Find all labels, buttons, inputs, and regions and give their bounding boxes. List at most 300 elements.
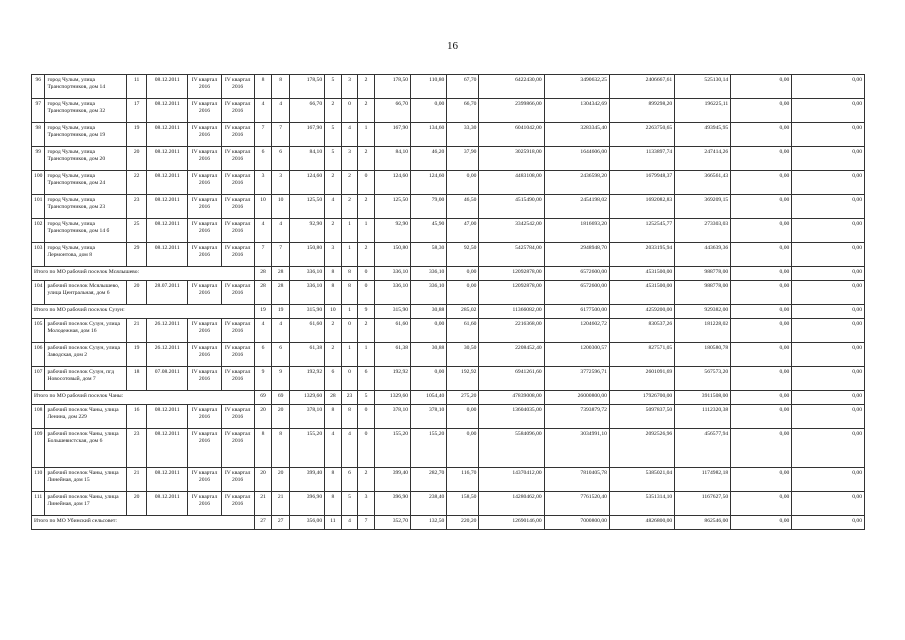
table-cell: IV квартал 2016 — [221, 123, 254, 147]
table-cell: 180580,78 — [675, 343, 731, 367]
table-cell: 125,50 — [289, 195, 324, 219]
table-cell: IV квартал 2016 — [188, 319, 221, 343]
table-cell: 0,00 — [731, 319, 792, 343]
table-cell: 5425784,00 — [479, 243, 544, 267]
table-cell: 4 — [254, 99, 272, 123]
table-cell: 4515490,00 — [479, 195, 544, 219]
table-cell: 8 — [341, 281, 358, 305]
row-number-cell: 100 — [32, 171, 45, 195]
address-cell: рабочий поселок Сузун, улица Заводская, дом 2 — [45, 343, 127, 367]
table-cell: 4 — [325, 195, 342, 219]
table-cell: 10 — [272, 195, 290, 219]
table-cell: 3 — [272, 171, 290, 195]
table-cell: 3 — [254, 171, 272, 195]
subtotal-cell: 11 — [325, 516, 342, 530]
table-row — [32, 468, 865, 492]
table-cell: 0,00 — [447, 429, 479, 468]
subtotal-cell: 352,70 — [374, 516, 410, 530]
row-number-cell: 103 — [32, 243, 45, 267]
table-cell: 5351314,10 — [609, 492, 674, 516]
address-cell: рабочий поселок Чаны, улица Ленина, дом 229 — [45, 405, 127, 429]
table-cell: 2601091,69 — [609, 367, 674, 391]
table-cell: 20 — [254, 468, 272, 492]
table-cell: 4 — [341, 429, 358, 468]
table-cell: 25 — [127, 219, 147, 243]
table-cell: 46,20 — [411, 147, 447, 171]
table-cell: 17 — [127, 99, 147, 123]
table-cell: 988778,00 — [675, 281, 731, 305]
table-cell: 1679948,37 — [609, 171, 674, 195]
table-cell: 2 — [358, 147, 375, 171]
table-cell: 0,00 — [792, 281, 865, 305]
subtotal-cell: 26000800,00 — [544, 391, 609, 405]
table-cell: 28 — [272, 281, 290, 305]
address-cell: рабочий поселок Чаны, улица Линейная, дом 15 — [45, 468, 127, 492]
table-cell: 61,60 — [289, 319, 324, 343]
table-cell: 8 — [254, 429, 272, 468]
table-cell: 1304342,69 — [544, 99, 609, 123]
subtotal-cell: 28 — [254, 267, 272, 281]
table-cell: 0,00 — [792, 492, 865, 516]
table-cell: 6422430,00 — [479, 75, 544, 99]
row-number-cell: 96 — [32, 75, 45, 99]
table-cell: 1 — [341, 219, 358, 243]
table-cell: 0,00 — [731, 367, 792, 391]
table-cell: 0,00 — [731, 171, 792, 195]
table-cell: 158,50 — [447, 492, 479, 516]
table-cell: IV квартал 2016 — [188, 219, 221, 243]
table-cell: 30,50 — [447, 343, 479, 367]
table-cell: 6941261,60 — [479, 367, 544, 391]
table-cell: 4 — [254, 219, 272, 243]
table-cell: 33,30 — [447, 123, 479, 147]
table-cell: 4 — [272, 319, 290, 343]
subtotal-cell: 0,00 — [731, 391, 792, 405]
table-cell: 8 — [341, 405, 358, 429]
subtotal-cell: 4 — [341, 516, 358, 530]
subtotal-cell: 5 — [358, 391, 375, 405]
table-cell: IV квартал 2016 — [188, 429, 221, 468]
table-cell: 4 — [272, 219, 290, 243]
table-cell: 0 — [341, 99, 358, 123]
table-cell: 0,00 — [792, 219, 865, 243]
subtotal-cell: 132,50 — [411, 516, 447, 530]
table-cell: IV квартал 2016 — [188, 75, 221, 99]
table-cell: 2 — [325, 99, 342, 123]
address-cell: город Чулым, улица Транспортников, дом 23 — [45, 195, 127, 219]
table-cell: IV квартал 2016 — [221, 195, 254, 219]
subtotal-label: Итого по МО рабочий поселок Сузун: — [32, 305, 255, 319]
subtotal-cell: 0,00 — [792, 516, 865, 530]
table-cell: 20 — [272, 468, 290, 492]
table-cell: 7 — [272, 243, 290, 267]
table-row — [32, 367, 865, 391]
table-cell: IV квартал 2016 — [221, 99, 254, 123]
table-cell: 08.12.2011 — [146, 405, 187, 429]
housing-program-table — [31, 74, 865, 530]
subtotal-cell: 27 — [272, 516, 290, 530]
table-cell: 1 — [358, 219, 375, 243]
table-cell: 378,10 — [411, 405, 447, 429]
table-cell: 0,00 — [792, 468, 865, 492]
subtotal-cell: 19 — [254, 305, 272, 319]
table-cell: 247414,26 — [675, 147, 731, 171]
table-cell: 20 — [127, 147, 147, 171]
table-cell: 525130,14 — [675, 75, 731, 99]
subtotal-cell: 0 — [358, 267, 375, 281]
table-cell: 47,00 — [447, 219, 479, 243]
table-cell: 08.12.2011 — [146, 429, 187, 468]
table-cell: 8 — [325, 492, 342, 516]
row-number-cell: 109 — [32, 429, 45, 468]
table-cell: 6041042,00 — [479, 123, 544, 147]
table-cell: IV квартал 2016 — [188, 343, 221, 367]
table-cell: 3025918,00 — [479, 147, 544, 171]
row-number-cell: 107 — [32, 367, 45, 391]
table-cell: 5 — [325, 75, 342, 99]
table-cell: 66,70 — [447, 99, 479, 123]
table-cell: 3 — [341, 75, 358, 99]
address-cell: город Чулым, улица Лермонтова, дом 8 — [45, 243, 127, 267]
table-row — [32, 75, 865, 99]
subtotal-cell: 19 — [272, 305, 290, 319]
table-cell: 66,70 — [374, 99, 410, 123]
table-cell: 2406667,61 — [609, 75, 674, 99]
table-cell: 396,90 — [289, 492, 324, 516]
table-cell: 14280462,00 — [479, 492, 544, 516]
table-row — [32, 219, 865, 243]
table-cell: 1133897,74 — [609, 147, 674, 171]
table-cell: 0,00 — [731, 123, 792, 147]
table-cell: 0,00 — [792, 405, 865, 429]
subtotal-cell: 336,10 — [289, 267, 324, 281]
table-cell: 19 — [127, 343, 147, 367]
address-cell: город Чулым, улица Транспортников, дом 24 — [45, 171, 127, 195]
table-cell: 21 — [127, 319, 147, 343]
table-cell: IV квартал 2016 — [188, 405, 221, 429]
address-cell: город Чулым, улица Транспортников, дом 32 — [45, 99, 127, 123]
subtotal-row — [32, 305, 865, 319]
subtotal-cell: 0,00 — [792, 267, 865, 281]
table-cell: 0,00 — [411, 367, 447, 391]
table-cell: 23 — [127, 195, 147, 219]
table-cell: 5 — [341, 492, 358, 516]
table-cell: 18 — [127, 367, 147, 391]
table-cell: 4 — [325, 429, 342, 468]
table-cell: 1167627,50 — [675, 492, 731, 516]
table-cell: IV квартал 2016 — [221, 429, 254, 468]
table-cell: 8 — [325, 281, 342, 305]
subtotal-cell: 69 — [254, 391, 272, 405]
subtotal-cell: 0,00 — [792, 391, 865, 405]
table-cell: 7393879,72 — [544, 405, 609, 429]
table-cell: 92,50 — [447, 243, 479, 267]
table-cell: IV квартал 2016 — [188, 492, 221, 516]
table-cell: 5 — [325, 123, 342, 147]
subtotal-cell: 988778,00 — [675, 267, 731, 281]
row-number-cell: 108 — [32, 405, 45, 429]
table-cell: 6572600,00 — [544, 281, 609, 305]
table-cell: 827571,05 — [609, 343, 674, 367]
address-cell: рабочий поселок Чаны, улица Линейная, дом 17 — [45, 492, 127, 516]
row-number-cell: 110 — [32, 468, 45, 492]
table-cell: 6 — [325, 367, 342, 391]
table-cell: 155,20 — [289, 429, 324, 468]
table-cell: 3490632,25 — [544, 75, 609, 99]
subtotal-cell: 7 — [358, 516, 375, 530]
table-cell: 1 — [358, 123, 375, 147]
table-cell: 0,00 — [731, 468, 792, 492]
table-cell: IV квартал 2016 — [221, 171, 254, 195]
table-cell: 336,10 — [289, 281, 324, 305]
table-cell: 7 — [254, 243, 272, 267]
table-cell: 167,90 — [374, 123, 410, 147]
table-cell: IV квартал 2016 — [221, 319, 254, 343]
subtotal-cell: 3911508,00 — [675, 391, 731, 405]
table-cell: 1204602,72 — [544, 319, 609, 343]
table-cell: 0,00 — [447, 405, 479, 429]
table-cell: 0,00 — [731, 195, 792, 219]
table-row — [32, 429, 865, 468]
subtotal-cell: 315,90 — [374, 305, 410, 319]
address-cell: город Чулым, улица Транспортников, дом 20 — [45, 147, 127, 171]
table-cell: 8 — [272, 75, 290, 99]
table-cell: 5584096,00 — [479, 429, 544, 468]
table-cell: 2 — [358, 243, 375, 267]
table-row — [32, 281, 865, 305]
table-cell: 150,80 — [289, 243, 324, 267]
table-cell: 5 — [325, 147, 342, 171]
table-cell: 366561,43 — [675, 171, 731, 195]
table-cell: 192,92 — [447, 367, 479, 391]
table-row — [32, 492, 865, 516]
table-cell: 196225,11 — [675, 99, 731, 123]
table-cell: IV квартал 2016 — [221, 492, 254, 516]
table-cell: IV квартал 2016 — [188, 147, 221, 171]
table-cell: 67,70 — [447, 75, 479, 99]
table-cell: 3 — [325, 243, 342, 267]
table-cell: 2 — [341, 195, 358, 219]
table-cell: 8 — [272, 429, 290, 468]
table-cell: 3034991,10 — [544, 429, 609, 468]
table-cell: 2 — [358, 468, 375, 492]
subtotal-cell: 4531500,00 — [609, 267, 674, 281]
table-cell: 21 — [254, 492, 272, 516]
table-row — [32, 195, 865, 219]
table-cell: 2216368,00 — [479, 319, 544, 343]
subtotal-cell: 17926700,00 — [609, 391, 674, 405]
table-cell: 178,50 — [289, 75, 324, 99]
table-cell: 0,00 — [447, 171, 479, 195]
subtotal-cell: 8 — [341, 267, 358, 281]
table-cell: 378,10 — [374, 405, 410, 429]
table-cell: 0,00 — [411, 319, 447, 343]
table-cell: 08.12.2011 — [146, 219, 187, 243]
table-cell: 0,00 — [731, 243, 792, 267]
table-cell: IV квартал 2016 — [221, 281, 254, 305]
table-cell: 0,00 — [792, 123, 865, 147]
table-cell: IV квартал 2016 — [188, 123, 221, 147]
table-cell: 5385021,04 — [609, 468, 674, 492]
table-row — [32, 99, 865, 123]
table-cell: 150,80 — [374, 243, 410, 267]
table-cell: 0,00 — [731, 405, 792, 429]
subtotal-cell: 1054,40 — [411, 391, 447, 405]
table-cell: 21 — [127, 468, 147, 492]
table-cell: 399,40 — [374, 468, 410, 492]
table-cell: 2208452,40 — [479, 343, 544, 367]
table-cell: 0,00 — [792, 171, 865, 195]
subtotal-cell: 0,00 — [731, 516, 792, 530]
table-cell: 0 — [341, 319, 358, 343]
table-cell: 181228,02 — [675, 319, 731, 343]
row-number-cell: 105 — [32, 319, 45, 343]
table-cell: IV квартал 2016 — [221, 147, 254, 171]
address-cell: город Чулым, улица Транспортников, дом 19 — [45, 123, 127, 147]
table-cell: 3772596,71 — [544, 367, 609, 391]
address-cell: рабочий поселок Мсялышево, улица Центральная, дом 6 — [45, 281, 127, 305]
table-cell: 20 — [272, 405, 290, 429]
table-cell: 110,80 — [411, 75, 447, 99]
table-cell: 3342542,00 — [479, 219, 544, 243]
table-cell: 58,30 — [411, 243, 447, 267]
table-cell: 6 — [254, 343, 272, 367]
table-cell: 443639,36 — [675, 243, 731, 267]
table-cell: 899298,20 — [609, 99, 674, 123]
subtotal-cell: 285,02 — [447, 305, 479, 319]
table-cell: IV квартал 2016 — [221, 367, 254, 391]
subtotal-cell: 6177500,00 — [544, 305, 609, 319]
table-cell: IV квартал 2016 — [188, 281, 221, 305]
table-cell: 13604035,00 — [479, 405, 544, 429]
table-cell: 2 — [341, 171, 358, 195]
table-cell: 0,00 — [731, 281, 792, 305]
table-row — [32, 343, 865, 367]
table-cell: 0,00 — [792, 147, 865, 171]
table-cell: 16 — [127, 405, 147, 429]
table-cell: 4531500,00 — [609, 281, 674, 305]
subtotal-label: Итого по МО рабочий поселок Чаны: — [32, 391, 255, 405]
row-number-cell: 102 — [32, 219, 45, 243]
table-cell: 567573,20 — [675, 367, 731, 391]
table-cell: 830537,26 — [609, 319, 674, 343]
table-cell: 0,00 — [792, 243, 865, 267]
table-cell: 12092878,00 — [479, 281, 544, 305]
table-cell: 238,40 — [411, 492, 447, 516]
table-cell: 0,00 — [731, 429, 792, 468]
table-cell: 7 — [272, 123, 290, 147]
subtotal-cell: 28 — [272, 267, 290, 281]
row-number-cell: 98 — [32, 123, 45, 147]
subtotal-cell: 47839008,00 — [479, 391, 544, 405]
table-cell: 493945,95 — [675, 123, 731, 147]
row-number-cell: 99 — [32, 147, 45, 171]
table-cell: 3 — [341, 147, 358, 171]
table-cell: IV квартал 2016 — [221, 405, 254, 429]
subtotal-cell: 23 — [341, 391, 358, 405]
table-cell: 2263750,65 — [609, 123, 674, 147]
table-cell: 6 — [341, 468, 358, 492]
table-cell: 5097837,50 — [609, 405, 674, 429]
subtotal-cell: 336,10 — [374, 267, 410, 281]
table-cell: 2399866,00 — [479, 99, 544, 123]
table-cell: 124,60 — [411, 171, 447, 195]
table-cell: 08.12.2011 — [146, 195, 187, 219]
table-cell: 79,00 — [411, 195, 447, 219]
subtotal-cell: 0,00 — [731, 305, 792, 319]
table-cell: 26.12.2011 — [146, 319, 187, 343]
table-cell: 61,38 — [289, 343, 324, 367]
table-cell: 1200300,57 — [544, 343, 609, 367]
table-cell: 0,00 — [731, 343, 792, 367]
table-cell: 08.12.2011 — [146, 171, 187, 195]
table-cell: 124,60 — [289, 171, 324, 195]
subtotal-cell: 336,10 — [411, 267, 447, 281]
table-cell: 0,00 — [447, 281, 479, 305]
subtotal-cell: 4826800,00 — [609, 516, 674, 530]
subtotal-cell: 1 — [341, 305, 358, 319]
address-cell: город Чулым, улица Транспортников, дом 14 — [45, 75, 127, 99]
table-cell: 456577,94 — [675, 429, 731, 468]
table-cell: 6 — [272, 343, 290, 367]
table-cell: 1252545,77 — [609, 219, 674, 243]
table-cell: 61,60 — [374, 319, 410, 343]
table-cell: 92,90 — [374, 219, 410, 243]
table-cell: 4483108,00 — [479, 171, 544, 195]
table-cell: 0,00 — [792, 75, 865, 99]
table-cell: 396,90 — [374, 492, 410, 516]
table-cell: 2 — [325, 343, 342, 367]
subtotal-cell: 69 — [272, 391, 290, 405]
table-cell: 45,90 — [411, 219, 447, 243]
subtotal-row — [32, 516, 865, 530]
table-cell: IV квартал 2016 — [221, 468, 254, 492]
subtotal-cell: 4259200,00 — [609, 305, 674, 319]
table-cell: 19 — [127, 123, 147, 147]
table-cell: 282,70 — [411, 468, 447, 492]
table-cell: 2 — [325, 171, 342, 195]
table-cell: 61,38 — [374, 343, 410, 367]
table-cell: 6 — [272, 147, 290, 171]
table-cell: 0 — [358, 171, 375, 195]
table-cell: 2 — [325, 219, 342, 243]
table-row — [32, 123, 865, 147]
table-cell: IV квартал 2016 — [188, 367, 221, 391]
subtotal-cell: 28 — [325, 391, 342, 405]
table-cell: 08.12.2011 — [146, 243, 187, 267]
row-number-cell: 97 — [32, 99, 45, 123]
subtotal-cell: 0,00 — [792, 305, 865, 319]
subtotal-row — [32, 267, 865, 281]
table-row — [32, 243, 865, 267]
table-cell: 4 — [272, 99, 290, 123]
table-cell: 4 — [254, 319, 272, 343]
table-cell: 0,00 — [731, 219, 792, 243]
subtotal-cell: 8 — [325, 267, 342, 281]
table-cell: IV квартал 2016 — [188, 195, 221, 219]
table-cell: 155,20 — [411, 429, 447, 468]
table-row — [32, 319, 865, 343]
table-cell: 3 — [358, 492, 375, 516]
table-cell: 9 — [254, 367, 272, 391]
table-cell: IV квартал 2016 — [188, 243, 221, 267]
table-cell: 178,50 — [374, 75, 410, 99]
table-cell: 2 — [358, 75, 375, 99]
subtotal-cell: 6572600,00 — [544, 267, 609, 281]
address-cell: рабочий поселок Сузун, пгд Новосотовый, дом 7 — [45, 367, 127, 391]
table-cell: 28 — [254, 281, 272, 305]
table-cell: 4 — [341, 123, 358, 147]
